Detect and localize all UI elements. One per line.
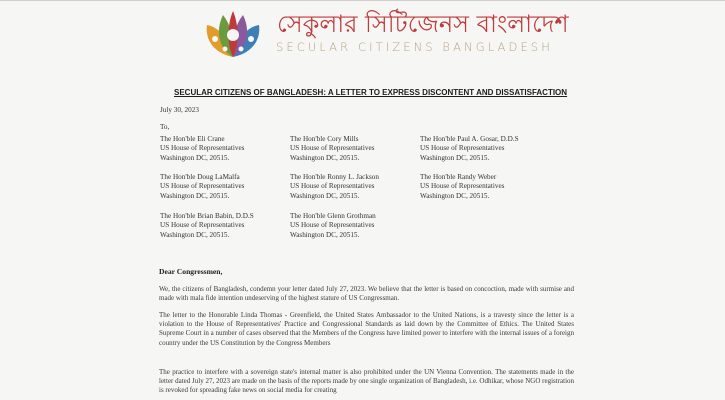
- recipient-line: US House of Representatives: [160, 221, 245, 230]
- letter-date: July 30, 2023: [160, 106, 199, 114]
- recipient-line: US House of Representatives: [160, 182, 245, 191]
- recipient-line: US House of Representatives: [290, 144, 375, 153]
- recipient-name: The Hon'ble Eli Crane: [160, 135, 225, 143]
- letterhead: [0, 1, 725, 63]
- recipient-line: Washington DC, 20515.: [420, 153, 490, 162]
- body-paragraph: We, the citizens of Bangladesh, condemn your letter dated July 27, 2023. We believe that the letter is based on concoction, made with surmise and made with mala fide intention undeserving of the highest stature of US Congressman.: [159, 285, 574, 303]
- recipient-line: US House of Representatives: [160, 144, 245, 153]
- recipient-name: The Hon'ble Brian Babin, D.D.S: [160, 212, 254, 220]
- org-name-english: SECULAR CITIZENS BANGLADESH: [276, 40, 553, 54]
- recipient-address: [420, 135, 550, 163]
- recipient-address: [160, 212, 290, 240]
- recipient-line: US House of Representatives: [420, 144, 505, 153]
- salutation: Dear Congressmen,: [159, 267, 223, 276]
- recipient-line: Washington DC, 20515.: [290, 153, 360, 162]
- recipient-line: US House of Representatives: [290, 182, 375, 191]
- recipient-address: [290, 135, 420, 163]
- recipient-name: The Hon'ble Cory Mills: [290, 135, 359, 143]
- lotus-logo-icon: [203, 9, 263, 63]
- recipient-name: The Hon'ble Glenn Grothman: [290, 212, 376, 220]
- recipient-line: US House of Representatives: [290, 221, 375, 230]
- recipient-address: [160, 173, 290, 201]
- recipient-name: The Hon'ble Paul A. Gosar, D.D.S: [420, 135, 519, 143]
- recipient-line: US House of Representatives: [420, 182, 505, 191]
- body-paragraph: The practice to interfere with a sovereign state's internal matter is also prohibited under the UN Vienna Convention. The statements made in the letter dated July 27, 2023 are made on the basis of the reports made by one single organization of Bangladesh, i.e. Odhikar, whose NGO registration is revoked for spreading fake news on social media for creating: [159, 368, 575, 395]
- recipient-address: [290, 173, 420, 201]
- letter-to: To,: [160, 123, 170, 131]
- recipient-line: Washington DC, 20515.: [420, 191, 490, 200]
- recipient-line: Washington DC, 20515.: [290, 191, 360, 200]
- recipient-line: Washington DC, 20515.: [290, 230, 360, 239]
- recipient-name: The Hon'ble Randy Weber: [420, 173, 497, 181]
- recipient-line: Washington DC, 20515.: [160, 191, 230, 200]
- recipient-line: Washington DC, 20515.: [160, 153, 230, 162]
- recipient-address: [420, 173, 550, 201]
- recipient-line: Washington DC, 20515.: [160, 230, 230, 239]
- recipient-name: The Hon'ble Ronny L. Jackson: [290, 173, 379, 181]
- recipient-name: The Hon'ble Doug LaMalfa: [160, 173, 240, 181]
- recipient-address: [290, 212, 420, 240]
- letter-title: SECULAR CITIZENS OF BANGLADESH: A LETTER TO EXPRESS DISCONTENT AND DISSATISFACTION: [174, 88, 568, 97]
- body-paragraph: The letter to the Honorable Linda Thomas - Greenfield, the United States Ambassador to the United Nations, is a travesty since the letter is a violation to the House of Representatives' Practice and Congressional Standards as laid down by the Committee of Ethics. The United States Supreme Court in a number of cases observed that the Members of the Congress have limited power to interfere with the internal issues of a foreign country under the US Constitution by the Congress Members: [159, 311, 574, 347]
- recipient-address: [160, 135, 290, 163]
- org-name-bengali: সেকুলার সিটিজেনস বাংলাদেশ: [277, 10, 569, 38]
